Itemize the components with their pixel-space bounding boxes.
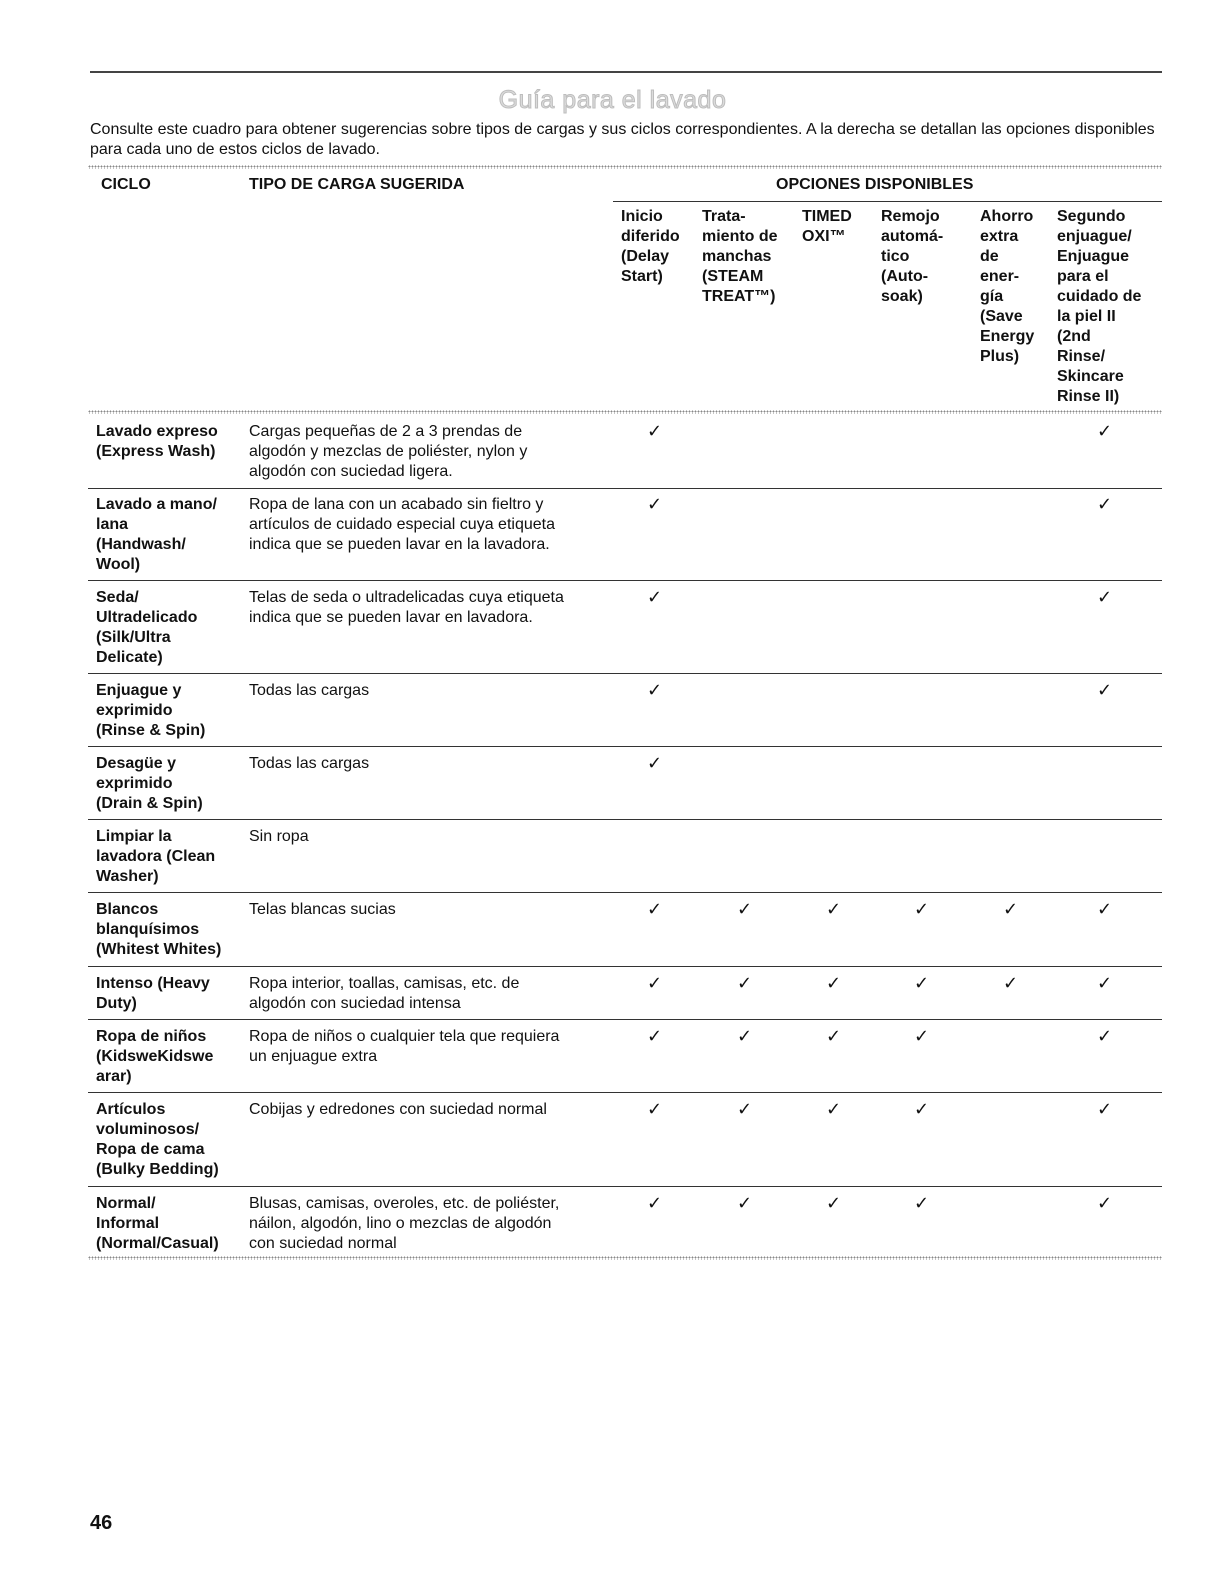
top-rule xyxy=(90,71,1162,73)
option-timed-oxi-header: TIMED OXI™ xyxy=(802,208,852,245)
check-mark-icon: ✓ xyxy=(647,421,663,442)
dotted-divider-bottom xyxy=(88,1256,1162,1260)
load-type: Ropa de lana con un acabado sin fieltro y artículos de cuidado especial cuya etiqueta indica que se pueden lavar en la lavadora. xyxy=(249,496,555,553)
load-type: Telas blancas sucias xyxy=(249,901,396,918)
intro-paragraph: Consulte este cuadro para obtener sugerencias sobre tipos de cargas y sus ciclos correspondientes. A la derecha se detallan las opciones disponibles para cada uno de estos ciclos de lavado. xyxy=(90,121,1155,158)
check-mark-icon: ✓ xyxy=(1003,899,1019,920)
check-mark-icon: ✓ xyxy=(647,494,663,515)
check-mark-icon: ✓ xyxy=(914,1099,930,1120)
check-mark-icon: ✓ xyxy=(647,1099,663,1120)
table-row xyxy=(88,1019,1162,1093)
check-mark-icon: ✓ xyxy=(1097,899,1113,920)
table-row xyxy=(88,487,1162,581)
cycle-name: Seda/ Ultradelicado (Silk/Ultra Delicate) xyxy=(96,589,198,666)
load-type: Sin ropa xyxy=(249,828,309,845)
dotted-divider-top xyxy=(88,165,1162,169)
check-mark-icon: ✓ xyxy=(1097,1099,1113,1120)
load-type: Cargas pequeñas de 2 a 3 prendas de algodón y mezclas de poliéster, nylon y algodón con suciedad ligera. xyxy=(249,423,528,480)
option-delay-start-header: Inicio diferido (Delay Start) xyxy=(621,208,680,285)
check-mark-icon: ✓ xyxy=(1097,1193,1113,1214)
load-type: Ropa de niños o cualquier tela que requiera un enjuague extra xyxy=(249,1028,560,1065)
check-mark-icon: ✓ xyxy=(826,1193,842,1214)
check-mark-icon: ✓ xyxy=(647,1193,663,1214)
check-mark-icon: ✓ xyxy=(737,973,753,994)
table-row xyxy=(88,966,1162,1020)
cycle-name: Ropa de niños (KidsweKidswe arar) xyxy=(96,1028,214,1085)
header-cycle: CICLO xyxy=(101,176,151,193)
check-mark-icon: ✓ xyxy=(826,1099,842,1120)
option-auto-soak-header: Remojo automá- tico (Auto- soak) xyxy=(881,208,944,305)
check-mark-icon: ✓ xyxy=(647,973,663,994)
check-mark-icon: ✓ xyxy=(647,899,663,920)
load-type: Cobijas y edredones con suciedad normal xyxy=(249,1101,547,1118)
load-type: Blusas, camisas, overoles, etc. de poliéster, náilon, algodón, lino o mezclas de algodón con suciedad normal xyxy=(249,1195,560,1252)
check-mark-icon: ✓ xyxy=(737,1099,753,1120)
check-mark-icon: ✓ xyxy=(1097,494,1113,515)
table-row xyxy=(88,1092,1162,1187)
check-mark-icon: ✓ xyxy=(1097,973,1113,994)
cycle-name: Limpiar la lavadora (Clean Washer) xyxy=(96,828,216,885)
table-row xyxy=(88,819,1162,893)
table-row xyxy=(88,1186,1162,1258)
option-second-rinse-header: Segundo enjuague/ Enjuague para el cuidado de la piel II (2nd Rinse/ Skincare Rinse II) xyxy=(1057,208,1142,405)
cycle-name: Blancos blanquísimos (Whitest Whites) xyxy=(96,901,222,958)
check-mark-icon: ✓ xyxy=(1003,973,1019,994)
check-mark-icon: ✓ xyxy=(647,753,663,774)
check-mark-icon: ✓ xyxy=(1097,1026,1113,1047)
options-header-rule xyxy=(613,201,1162,202)
table-row xyxy=(88,414,1162,489)
check-mark-icon: ✓ xyxy=(826,899,842,920)
cycle-name: Intenso (Heavy Duty) xyxy=(96,975,210,1012)
cycle-name: Lavado expreso (Express Wash) xyxy=(96,423,218,460)
load-type: Todas las cargas xyxy=(249,682,370,699)
check-mark-icon: ✓ xyxy=(1097,680,1113,701)
table-row xyxy=(88,580,1162,674)
check-mark-icon: ✓ xyxy=(914,973,930,994)
check-mark-icon: ✓ xyxy=(826,1026,842,1047)
cycle-name: Enjuague y exprimido (Rinse & Spin) xyxy=(96,682,206,739)
check-mark-icon: ✓ xyxy=(1097,421,1113,442)
option-steam-treat-header: Trata- miento de manchas (STEAM TREAT™) xyxy=(702,208,778,305)
table-row xyxy=(88,673,1162,747)
check-mark-icon: ✓ xyxy=(914,1193,930,1214)
check-mark-icon: ✓ xyxy=(737,1193,753,1214)
check-mark-icon: ✓ xyxy=(914,899,930,920)
load-type: Telas de seda o ultradelicadas cuya etiqueta indica que se pueden lavar en lavadora. xyxy=(249,589,564,626)
load-type: Todas las cargas xyxy=(249,755,370,772)
option-save-energy-plus-header: Ahorro extra de ener- gía (Save Energy Plus) xyxy=(980,208,1035,365)
check-mark-icon: ✓ xyxy=(914,1026,930,1047)
load-type: Ropa interior, toallas, camisas, etc. de algodón con suciedad intensa xyxy=(249,975,520,1012)
page-number: 46 xyxy=(90,1512,113,1534)
table-row xyxy=(88,746,1162,820)
check-mark-icon: ✓ xyxy=(1097,587,1113,608)
header-load-type: TIPO DE CARGA SUGERIDA xyxy=(249,176,465,193)
cycle-name: Lavado a mano/ lana (Handwash/ Wool) xyxy=(96,496,217,573)
cycle-name: Artículos voluminosos/ Ropa de cama (Bulky Bedding) xyxy=(96,1101,219,1178)
check-mark-icon: ✓ xyxy=(826,973,842,994)
check-mark-icon: ✓ xyxy=(737,1026,753,1047)
check-mark-icon: ✓ xyxy=(647,1026,663,1047)
cycle-name: Desagüe y exprimido (Drain & Spin) xyxy=(96,755,203,812)
check-mark-icon: ✓ xyxy=(647,587,663,608)
page-title: Guía para el lavado xyxy=(498,86,727,114)
header-options: OPCIONES DISPONIBLES xyxy=(776,176,974,193)
cycle-name: Normal/ Informal (Normal/Casual) xyxy=(96,1195,219,1252)
check-mark-icon: ✓ xyxy=(737,899,753,920)
check-mark-icon: ✓ xyxy=(647,680,663,701)
table-row xyxy=(88,892,1162,967)
